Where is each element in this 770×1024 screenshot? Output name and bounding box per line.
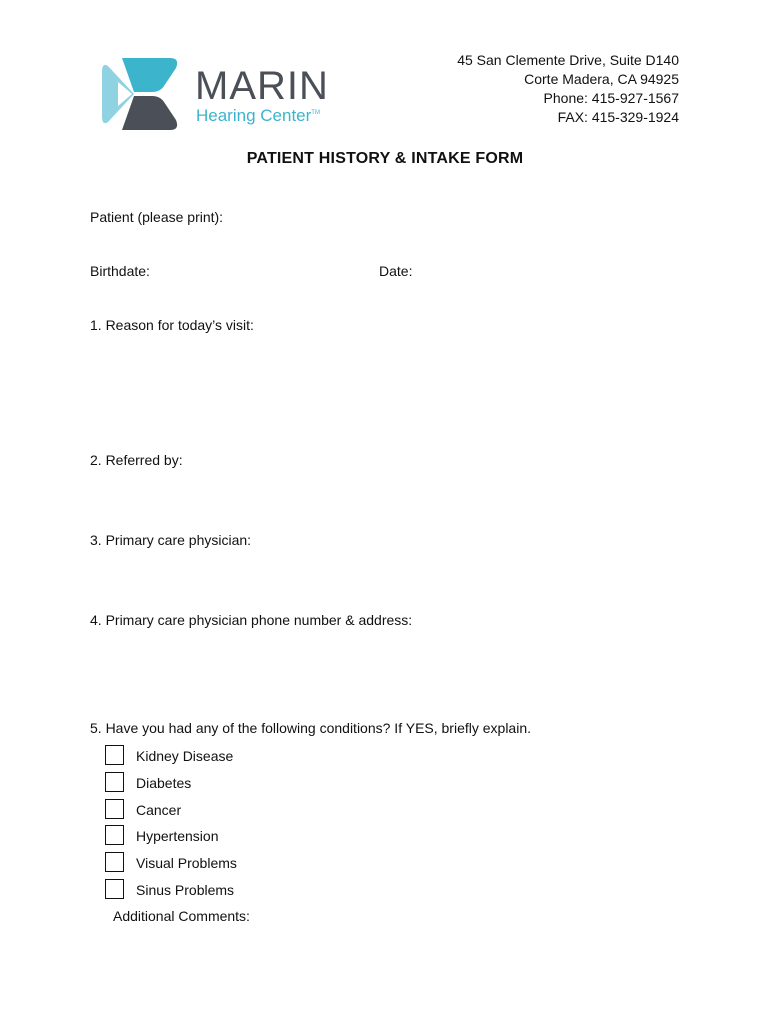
condition-label: Visual Problems xyxy=(136,855,237,872)
question-primary-care-physician[interactable]: 3. Primary care physician: xyxy=(90,532,252,548)
condition-row xyxy=(105,852,505,879)
form-title: PATIENT HISTORY & INTAKE FORM xyxy=(246,150,524,167)
logo-mark-icon xyxy=(94,52,186,134)
question-physician-contact[interactable]: 4. Primary care physician phone number & address: xyxy=(90,612,413,628)
address-line-2: Corte Madera, CA 94925 xyxy=(524,71,679,87)
condition-row xyxy=(105,799,505,826)
logo-subtitle-text: Hearing Center xyxy=(196,106,312,125)
conditions-checklist xyxy=(105,745,505,906)
condition-checkbox[interactable] xyxy=(105,879,124,899)
condition-label: Diabetes xyxy=(136,774,192,791)
logo-trademark: TM xyxy=(311,110,320,116)
fax-line: FAX: 415-329-1924 xyxy=(557,109,679,125)
phone-line: Phone: 415-927-1567 xyxy=(543,90,679,106)
condition-checkbox[interactable] xyxy=(105,852,124,872)
condition-checkbox[interactable] xyxy=(105,825,124,845)
patient-name-field[interactable]: Patient (please print): xyxy=(90,209,224,225)
condition-checkbox[interactable] xyxy=(105,745,124,765)
condition-label: Sinus Problems xyxy=(136,881,235,898)
condition-label: Hypertension xyxy=(136,828,219,845)
condition-row xyxy=(105,745,505,772)
condition-row xyxy=(105,825,505,852)
marin-hearing-center-logo xyxy=(94,52,344,134)
clinic-address-block xyxy=(457,51,679,127)
address-line-1: 45 San Clemente Drive, Suite D140 xyxy=(457,52,679,68)
birthdate-field[interactable]: Birthdate: xyxy=(90,263,150,279)
question-referred-by[interactable]: 2. Referred by: xyxy=(90,452,183,468)
date-field[interactable]: Date: xyxy=(379,263,413,279)
condition-row xyxy=(105,772,505,799)
question-conditions: 5. Have you had any of the following conditions? If YES, briefly explain. xyxy=(90,720,532,736)
condition-label: Cancer xyxy=(136,801,182,818)
additional-comments-field[interactable]: Additional Comments: xyxy=(113,908,250,924)
condition-checkbox[interactable] xyxy=(105,772,124,792)
logo-name: MARIN xyxy=(195,64,329,108)
question-reason-for-visit[interactable]: 1. Reason for today’s visit: xyxy=(90,317,254,333)
condition-checkbox[interactable] xyxy=(105,799,124,819)
condition-row xyxy=(105,879,505,906)
logo-subtitle xyxy=(196,107,320,124)
condition-label: Kidney Disease xyxy=(136,748,234,764)
